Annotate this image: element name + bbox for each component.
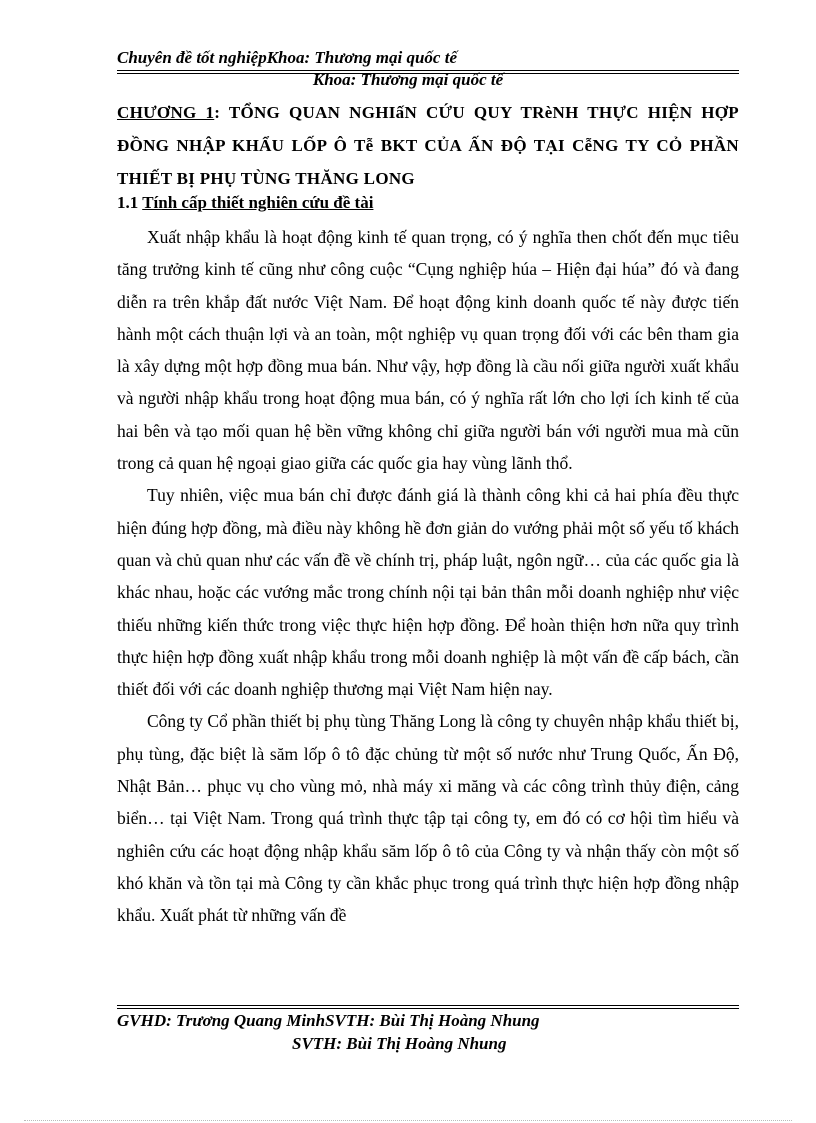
page-bottom-border: [24, 1120, 792, 1121]
section-number: 1.1: [117, 193, 143, 212]
footer-rule-top: [117, 1005, 739, 1006]
footer-rule-bottom: [117, 1008, 739, 1009]
page-footer-supervisor: GVHD: Trương Quang MinhSVTH: Bùi Thị Hoàng Nhung: [117, 1011, 540, 1030]
paragraph-1: Xuất nhập khẩu là hoạt động kinh tế quan trọng, có ý nghĩa then chốt đến mục tiêu tăng trưởng kinh tế cũng như công cuộc “Cụng nghiệp húa – Hiện đại húa” đó và đang diễn ra trên khắp đất nước Việt Nam. Để hoạt động kinh doanh quốc tế này được tiến hành một cách thuận lợi và an toàn, một nghiệp vụ quan trọng đối với các bên tham gia là xây dựng một hợp đồng mua bán. Như vậy, hợp đồng là cầu nối giữa người xuất khẩu và người nhập khẩu trong hoạt động mua bán, có ý nghĩa rất lớn cho lợi ích kinh tế của hai bên và tạo mối quan hệ bền vững không chỉ giữa người bán với người mua mà cũn trong cả quan hệ ngoại giao giữa các quốc gia hay vùng lãnh thổ.: [117, 227, 739, 474]
chapter-label: CHƯƠNG 1: [117, 103, 215, 122]
paragraph-2: Tuy nhiên, việc mua bán chỉ được đánh giá là thành công khi cả hai phía đều thực hiện đúng hợp đồng, mà điều này không hề đơn giản do vướng phải một số yếu tố khách quan và chủ quan như các vấn đề về chính trị, pháp luật, ngôn ngữ… của các quốc gia là khác nhau, hoặc các vướng mắc trong chính nội tại bản thân mỗi doanh nghiệp như việc thiếu những kiến thức trong việc thực hiện hợp đồng. Để hoàn thiện hơn nữa quy trình thực hiện hợp đồng xuất nhập khẩu trong mỗi doanh nghiệp là một vấn đề cấp bách, cần thiết đối với các doanh nghiệp thương mại Việt Nam hiện nay.: [117, 485, 739, 700]
page-header-running-title: Chuyên đề tốt nghiệpKhoa: Thương mại quốc tế: [117, 48, 457, 67]
section-title: Tính cấp thiết nghiên cứu đề tài: [142, 193, 374, 212]
header-rule-bottom: [117, 73, 739, 74]
page-footer-student: SVTH: Bùi Thị Hoàng Nhung: [292, 1034, 507, 1053]
chapter-title: : TỔNG QUAN NGHIấN CỨU QUY TRèNH THỰC HIỆN HỢP ĐỒNG NHẬP KHẨU LỐP Ô Tễ BKT CỦA ẤN ĐỘ TẠI CễNG TY CỎ PHẦN THIẾT BỊ PHỤ TÙNG THĂNG LONG: [117, 103, 739, 188]
page-header-faculty: Khoa: Thương mại quốc tế: [312, 70, 504, 89]
chapter-heading: [117, 96, 739, 195]
body-text: [117, 221, 739, 932]
header-rule-top: [117, 70, 739, 71]
paragraph-3: Công ty Cổ phần thiết bị phụ tùng Thăng Long là công ty chuyên nhập khẩu thiết bị, phụ tùng, đặc biệt là săm lốp ô tô đặc chủng từ một số nước như Trung Quốc, Ấn Độ, Nhật Bản… phục vụ cho vùng mỏ, nhà máy xi măng và các công trình thủy điện, cảng biển… tại Việt Nam. Trong quá trình thực tập tại công ty, em đó có cơ hội tìm hiểu và nghiên cứu các hoạt động nhập khẩu săm lốp ô tô của Công ty và nhận thấy còn một số khó khăn và tồn tại mà Công ty cần khắc phục trong quá trình thực hiện hợp đồng nhập khẩu. Xuất phát từ những vấn đề: [117, 711, 739, 926]
section-heading: [117, 193, 373, 213]
